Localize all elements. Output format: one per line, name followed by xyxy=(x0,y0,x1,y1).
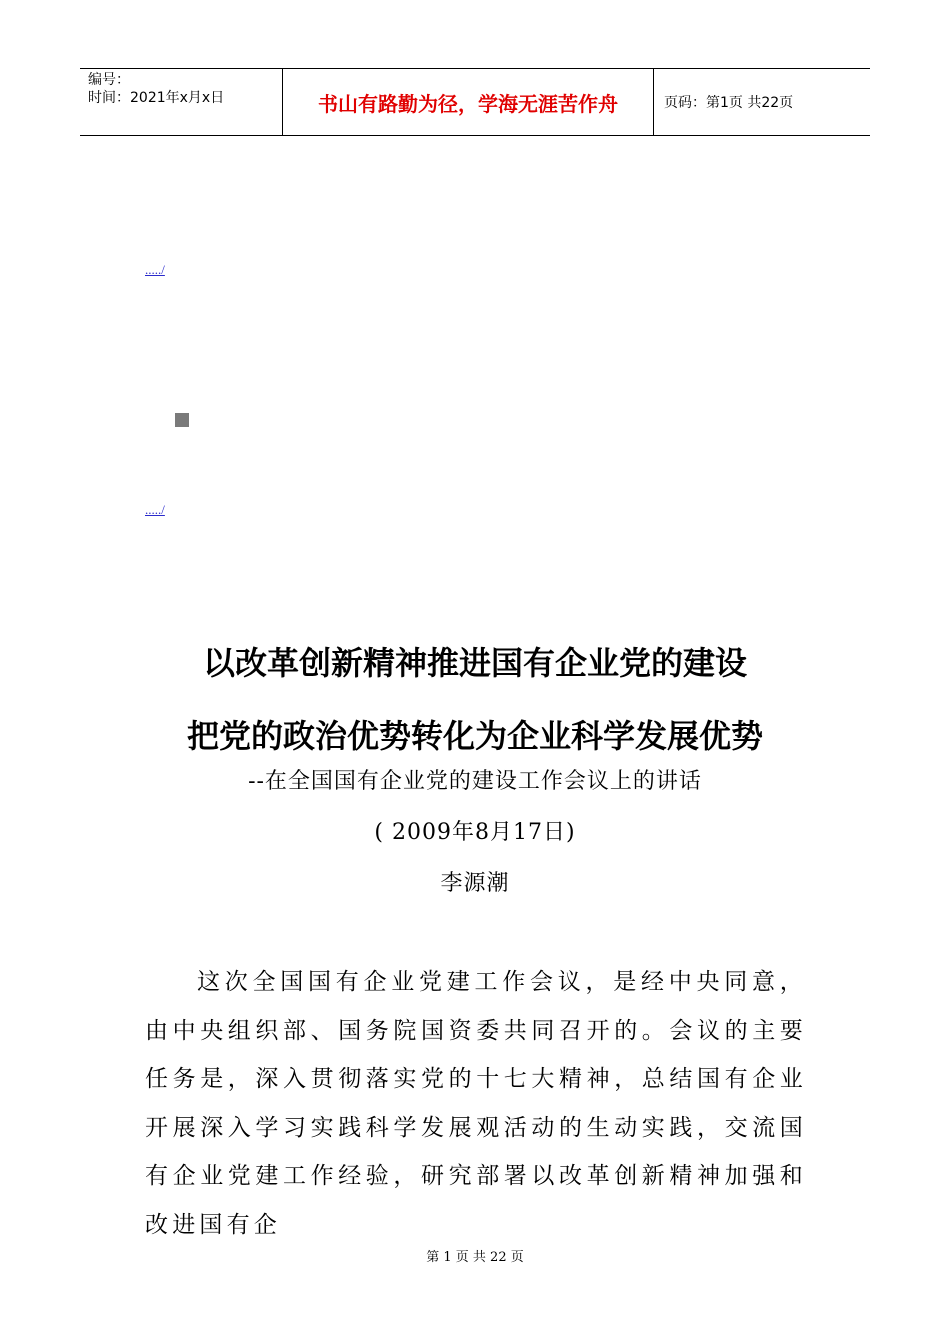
speech-date: ( 2009年8月17日) xyxy=(374,820,576,845)
page-footer: 第 1 页 共 22 页 xyxy=(426,1250,524,1265)
header-motto: 书山有路勤为径，学海无涯苦作舟 xyxy=(282,69,654,135)
dots-link-top[interactable]: ...../ xyxy=(145,262,165,277)
title-line-1: 以改革创新精神推进国有企业党的建设 xyxy=(202,644,747,682)
speech-author: 李源潮 xyxy=(440,871,510,896)
document-header xyxy=(80,68,870,136)
title-line-2: 把党的政治优势转化为企业科学发展优势 xyxy=(186,717,763,755)
header-meta xyxy=(80,69,282,135)
dots-link-bottom[interactable]: ...../ xyxy=(145,502,165,517)
header-page-info: 页码：第1页 共22页 xyxy=(664,95,794,111)
broken-image-icon xyxy=(175,413,189,427)
speech-subtitle: --在全国国有企业党的建设工作会议上的讲话 xyxy=(248,769,702,794)
body-paragraph: 这次全国国有企业党建工作会议，是经中央同意，由中央组织部、国务院国资委共同召开的。会议的主要任务是，深入贯彻落实党的十七大精神，总结国有企业开展深入学习实践科学发展观活动的生动实践，交流国有企业党建工作经验，研究部署以改革创新精神加强和改进国有企 xyxy=(145,969,807,1238)
document-time-label: 时间：2021年x月x日 xyxy=(88,90,225,106)
document-number-label: 编号： xyxy=(88,72,130,88)
